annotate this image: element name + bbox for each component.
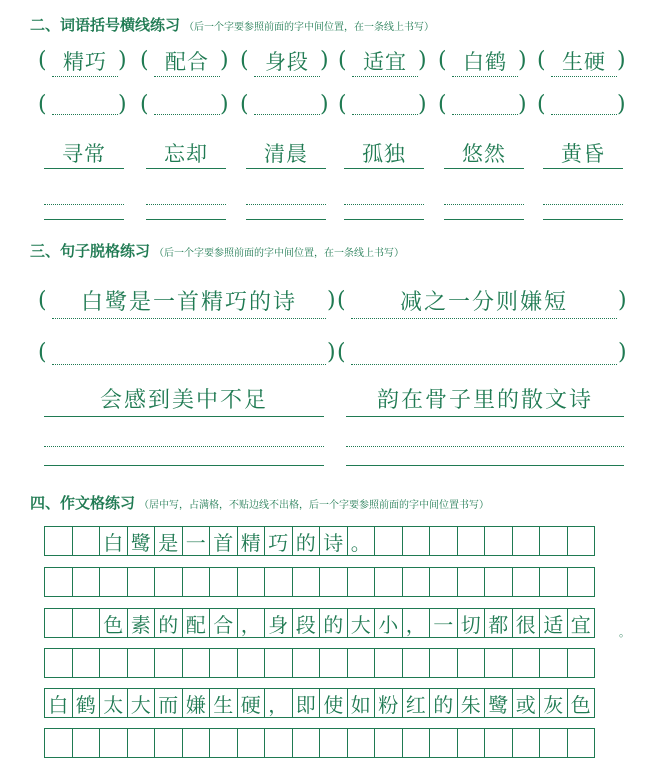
open-paren: ( — [38, 340, 47, 365]
practice-line — [444, 196, 524, 205]
close-paren: ) — [418, 92, 427, 117]
grid-cell — [183, 729, 211, 757]
section4-note: （居中写，占满格，不贴边线不出格，后一个字要参照前面的字中间位置书写） — [139, 500, 490, 511]
grid-cell: 使 — [320, 689, 348, 717]
open-paren: ( — [337, 288, 346, 313]
grid-cell: 的 — [293, 527, 321, 555]
grid-cell — [100, 729, 128, 757]
grid-cell: 。 — [348, 527, 376, 555]
grid-cell — [73, 609, 101, 637]
practice-line — [44, 196, 124, 205]
grid-cell — [73, 729, 101, 757]
grid-cell: 太 — [100, 689, 128, 717]
grid-cell: 身 — [265, 609, 293, 637]
empty-paren-line — [551, 92, 617, 115]
grid-cell: ， — [238, 609, 266, 637]
grid-cell: 生 — [210, 689, 238, 717]
practice-line — [344, 196, 424, 205]
section2-note: （后一个字要参照前面的字中间位置，在一条线上书写） — [184, 22, 435, 33]
grid-cell — [100, 649, 128, 677]
grid-cell: 白 — [45, 689, 73, 717]
grid-cell — [155, 729, 183, 757]
open-paren: ( — [537, 92, 546, 117]
grid-cell: 朱 — [458, 689, 486, 717]
grid-cell: 都 — [485, 609, 513, 637]
sentence-paren-2: 减之一分则嫌短 — [351, 288, 617, 319]
grid-cell — [45, 527, 73, 555]
grid-cell — [265, 729, 293, 757]
grid-cell: 配 — [183, 609, 211, 637]
practice-line — [246, 196, 326, 205]
grid-cell — [45, 649, 73, 677]
grid-cell: 一 — [183, 527, 211, 555]
grid-cell — [210, 649, 238, 677]
grid-cell — [265, 649, 293, 677]
grid-cell: 大 — [348, 609, 376, 637]
grid-cell — [403, 729, 431, 757]
grid-cell — [73, 527, 101, 555]
sentence-line-2: 韵在骨子里的散文诗 — [346, 386, 624, 417]
grid-cell: 鹤 — [73, 689, 101, 717]
open-paren: ( — [240, 48, 249, 73]
grid-cell: 精 — [238, 527, 266, 555]
grid-cell: 适 — [540, 609, 568, 637]
close-paren: ) — [518, 48, 527, 73]
grid-cell — [375, 568, 403, 596]
practice-line — [346, 464, 624, 466]
grid-cell: 是 — [155, 527, 183, 555]
grid-row — [44, 526, 595, 556]
section4-heading: 四、作文格练习 — [30, 494, 136, 512]
grid-cell — [458, 568, 486, 596]
open-paren: ( — [438, 92, 447, 117]
close-paren: ) — [518, 92, 527, 117]
grid-cell — [320, 649, 348, 677]
close-paren: ) — [118, 48, 127, 73]
grid-cell: 红 — [403, 689, 431, 717]
grid-cell: 很 — [513, 609, 541, 637]
grid-cell — [238, 649, 266, 677]
grid-row — [44, 608, 595, 638]
grid-cell — [458, 649, 486, 677]
grid-cell — [540, 568, 568, 596]
grid-cell — [128, 729, 156, 757]
grid-cell — [403, 649, 431, 677]
sentence-line-1: 会感到美中不足 — [44, 386, 324, 417]
grid-cell — [183, 649, 211, 677]
grid-cell: ， — [265, 689, 293, 717]
grid-cell — [540, 527, 568, 555]
grid-cell — [568, 568, 596, 596]
grid-cell: 首 — [210, 527, 238, 555]
practice-line — [146, 218, 226, 220]
line-word: 黄昏 — [543, 140, 623, 169]
grid-cell: 白 — [100, 527, 128, 555]
grid-cell — [348, 649, 376, 677]
empty-sentence-line — [351, 340, 617, 365]
grid-cell: 的 — [430, 689, 458, 717]
grid-cell — [485, 729, 513, 757]
grid-cell — [568, 649, 596, 677]
grid-cell: 硬 — [238, 689, 266, 717]
sentence-paren-1: 白鹭是一首精巧的诗 — [52, 288, 326, 319]
line-word: 寻常 — [44, 140, 124, 169]
grid-cell: 合 — [210, 609, 238, 637]
grid-cell — [513, 649, 541, 677]
close-paren: ) — [618, 340, 627, 365]
grid-cell — [293, 568, 321, 596]
line-word: 孤独 — [344, 140, 424, 169]
grid-cell — [513, 729, 541, 757]
grid-cell: 如 — [348, 689, 376, 717]
practice-line — [444, 218, 524, 220]
end-mark: 。 — [619, 626, 630, 639]
empty-paren-line — [52, 92, 118, 115]
grid-cell — [73, 649, 101, 677]
grid-cell: 宜 — [568, 609, 596, 637]
close-paren: ) — [118, 92, 127, 117]
grid-cell: 小 — [375, 609, 403, 637]
close-paren: ) — [320, 92, 329, 117]
grid-cell — [568, 729, 596, 757]
grid-cell — [320, 729, 348, 757]
section3-note: （后一个字要参照前面的字中间位置，在一条线上书写） — [154, 248, 405, 259]
grid-cell — [128, 568, 156, 596]
grid-cell — [430, 729, 458, 757]
paren-word: 白鹤 — [452, 48, 518, 77]
grid-cell — [485, 649, 513, 677]
grid-cell: 即 — [293, 689, 321, 717]
practice-line — [346, 436, 624, 447]
open-paren: ( — [38, 48, 47, 73]
grid-cell — [403, 527, 431, 555]
grid-row — [44, 567, 595, 597]
grid-cell — [375, 729, 403, 757]
section2-heading: 二、词语括号横线练习 — [30, 16, 181, 34]
grid-cell — [458, 729, 486, 757]
grid-cell: 诗 — [320, 527, 348, 555]
close-paren: ) — [320, 48, 329, 73]
grid-cell — [375, 649, 403, 677]
practice-line — [146, 196, 226, 205]
grid-cell: 灰 — [540, 689, 568, 717]
grid-cell — [210, 568, 238, 596]
grid-cell — [45, 568, 73, 596]
open-paren: ( — [38, 288, 47, 313]
grid-cell — [320, 568, 348, 596]
practice-line — [44, 218, 124, 220]
open-paren: ( — [140, 92, 149, 117]
empty-paren-line — [352, 92, 418, 115]
line-word: 悠然 — [444, 140, 524, 169]
grid-cell — [458, 527, 486, 555]
grid-cell — [348, 729, 376, 757]
grid-cell: 巧 — [265, 527, 293, 555]
grid-cell: 而 — [155, 689, 183, 717]
practice-line — [543, 196, 623, 205]
empty-paren-line — [452, 92, 518, 115]
practice-line — [44, 436, 324, 447]
grid-cell: 一 — [430, 609, 458, 637]
open-paren: ( — [438, 48, 447, 73]
grid-cell: 色 — [568, 689, 596, 717]
grid-cell — [210, 729, 238, 757]
grid-cell — [45, 729, 73, 757]
grid-cell — [403, 568, 431, 596]
grid-cell — [183, 568, 211, 596]
open-paren: ( — [338, 48, 347, 73]
grid-cell — [513, 527, 541, 555]
grid-cell: 的 — [320, 609, 348, 637]
grid-row — [44, 728, 595, 758]
paren-word: 精巧 — [52, 48, 118, 77]
close-paren: ) — [327, 340, 336, 365]
grid-cell — [238, 568, 266, 596]
grid-cell — [485, 568, 513, 596]
grid-cell — [155, 649, 183, 677]
section3-heading: 三、句子脱格练习 — [30, 242, 151, 260]
line-word: 清晨 — [246, 140, 326, 169]
grid-cell — [568, 527, 596, 555]
grid-cell — [348, 568, 376, 596]
grid-cell: 色 — [100, 609, 128, 637]
grid-cell — [128, 649, 156, 677]
grid-cell — [485, 527, 513, 555]
grid-cell: 鹭 — [128, 527, 156, 555]
grid-cell: 大 — [128, 689, 156, 717]
grid-cell: 嫌 — [183, 689, 211, 717]
empty-sentence-line — [52, 340, 326, 365]
paren-word: 身段 — [254, 48, 320, 77]
grid-cell — [155, 568, 183, 596]
practice-line — [344, 218, 424, 220]
open-paren: ( — [38, 92, 47, 117]
grid-cell — [540, 649, 568, 677]
practice-line — [44, 464, 324, 466]
section3-title — [30, 240, 404, 261]
grid-cell: 段 — [293, 609, 321, 637]
grid-cell — [430, 527, 458, 555]
open-paren: ( — [337, 340, 346, 365]
practice-line — [543, 218, 623, 220]
grid-cell: 素 — [128, 609, 156, 637]
grid-cell — [540, 729, 568, 757]
open-paren: ( — [537, 48, 546, 73]
paren-word: 生硬 — [551, 48, 617, 77]
paren-word: 适宜 — [352, 48, 418, 77]
grid-cell — [513, 568, 541, 596]
grid-cell — [375, 527, 403, 555]
close-paren: ) — [220, 92, 229, 117]
practice-line — [246, 218, 326, 220]
empty-paren-line — [154, 92, 220, 115]
grid-cell: 切 — [458, 609, 486, 637]
line-word: 忘却 — [146, 140, 226, 169]
paren-word: 配合 — [154, 48, 220, 77]
close-paren: ) — [220, 48, 229, 73]
grid-cell: 鹭 — [485, 689, 513, 717]
grid-cell — [100, 568, 128, 596]
grid-cell — [45, 609, 73, 637]
close-paren: ) — [618, 288, 627, 313]
grid-cell: 或 — [513, 689, 541, 717]
grid-cell: 粉 — [375, 689, 403, 717]
open-paren: ( — [338, 92, 347, 117]
open-paren: ( — [240, 92, 249, 117]
grid-cell — [238, 729, 266, 757]
grid-row — [44, 688, 595, 718]
section2-title — [30, 14, 434, 35]
empty-paren-line — [254, 92, 320, 115]
close-paren: ) — [617, 92, 626, 117]
grid-row — [44, 648, 595, 678]
close-paren: ) — [327, 288, 336, 313]
section4-title — [30, 492, 489, 513]
open-paren: ( — [140, 48, 149, 73]
grid-cell — [430, 568, 458, 596]
grid-cell — [293, 649, 321, 677]
close-paren: ) — [418, 48, 427, 73]
grid-cell — [293, 729, 321, 757]
grid-cell — [73, 568, 101, 596]
grid-cell — [265, 568, 293, 596]
close-paren: ) — [617, 48, 626, 73]
grid-cell: ， — [403, 609, 431, 637]
grid-cell: 的 — [155, 609, 183, 637]
grid-cell — [430, 649, 458, 677]
